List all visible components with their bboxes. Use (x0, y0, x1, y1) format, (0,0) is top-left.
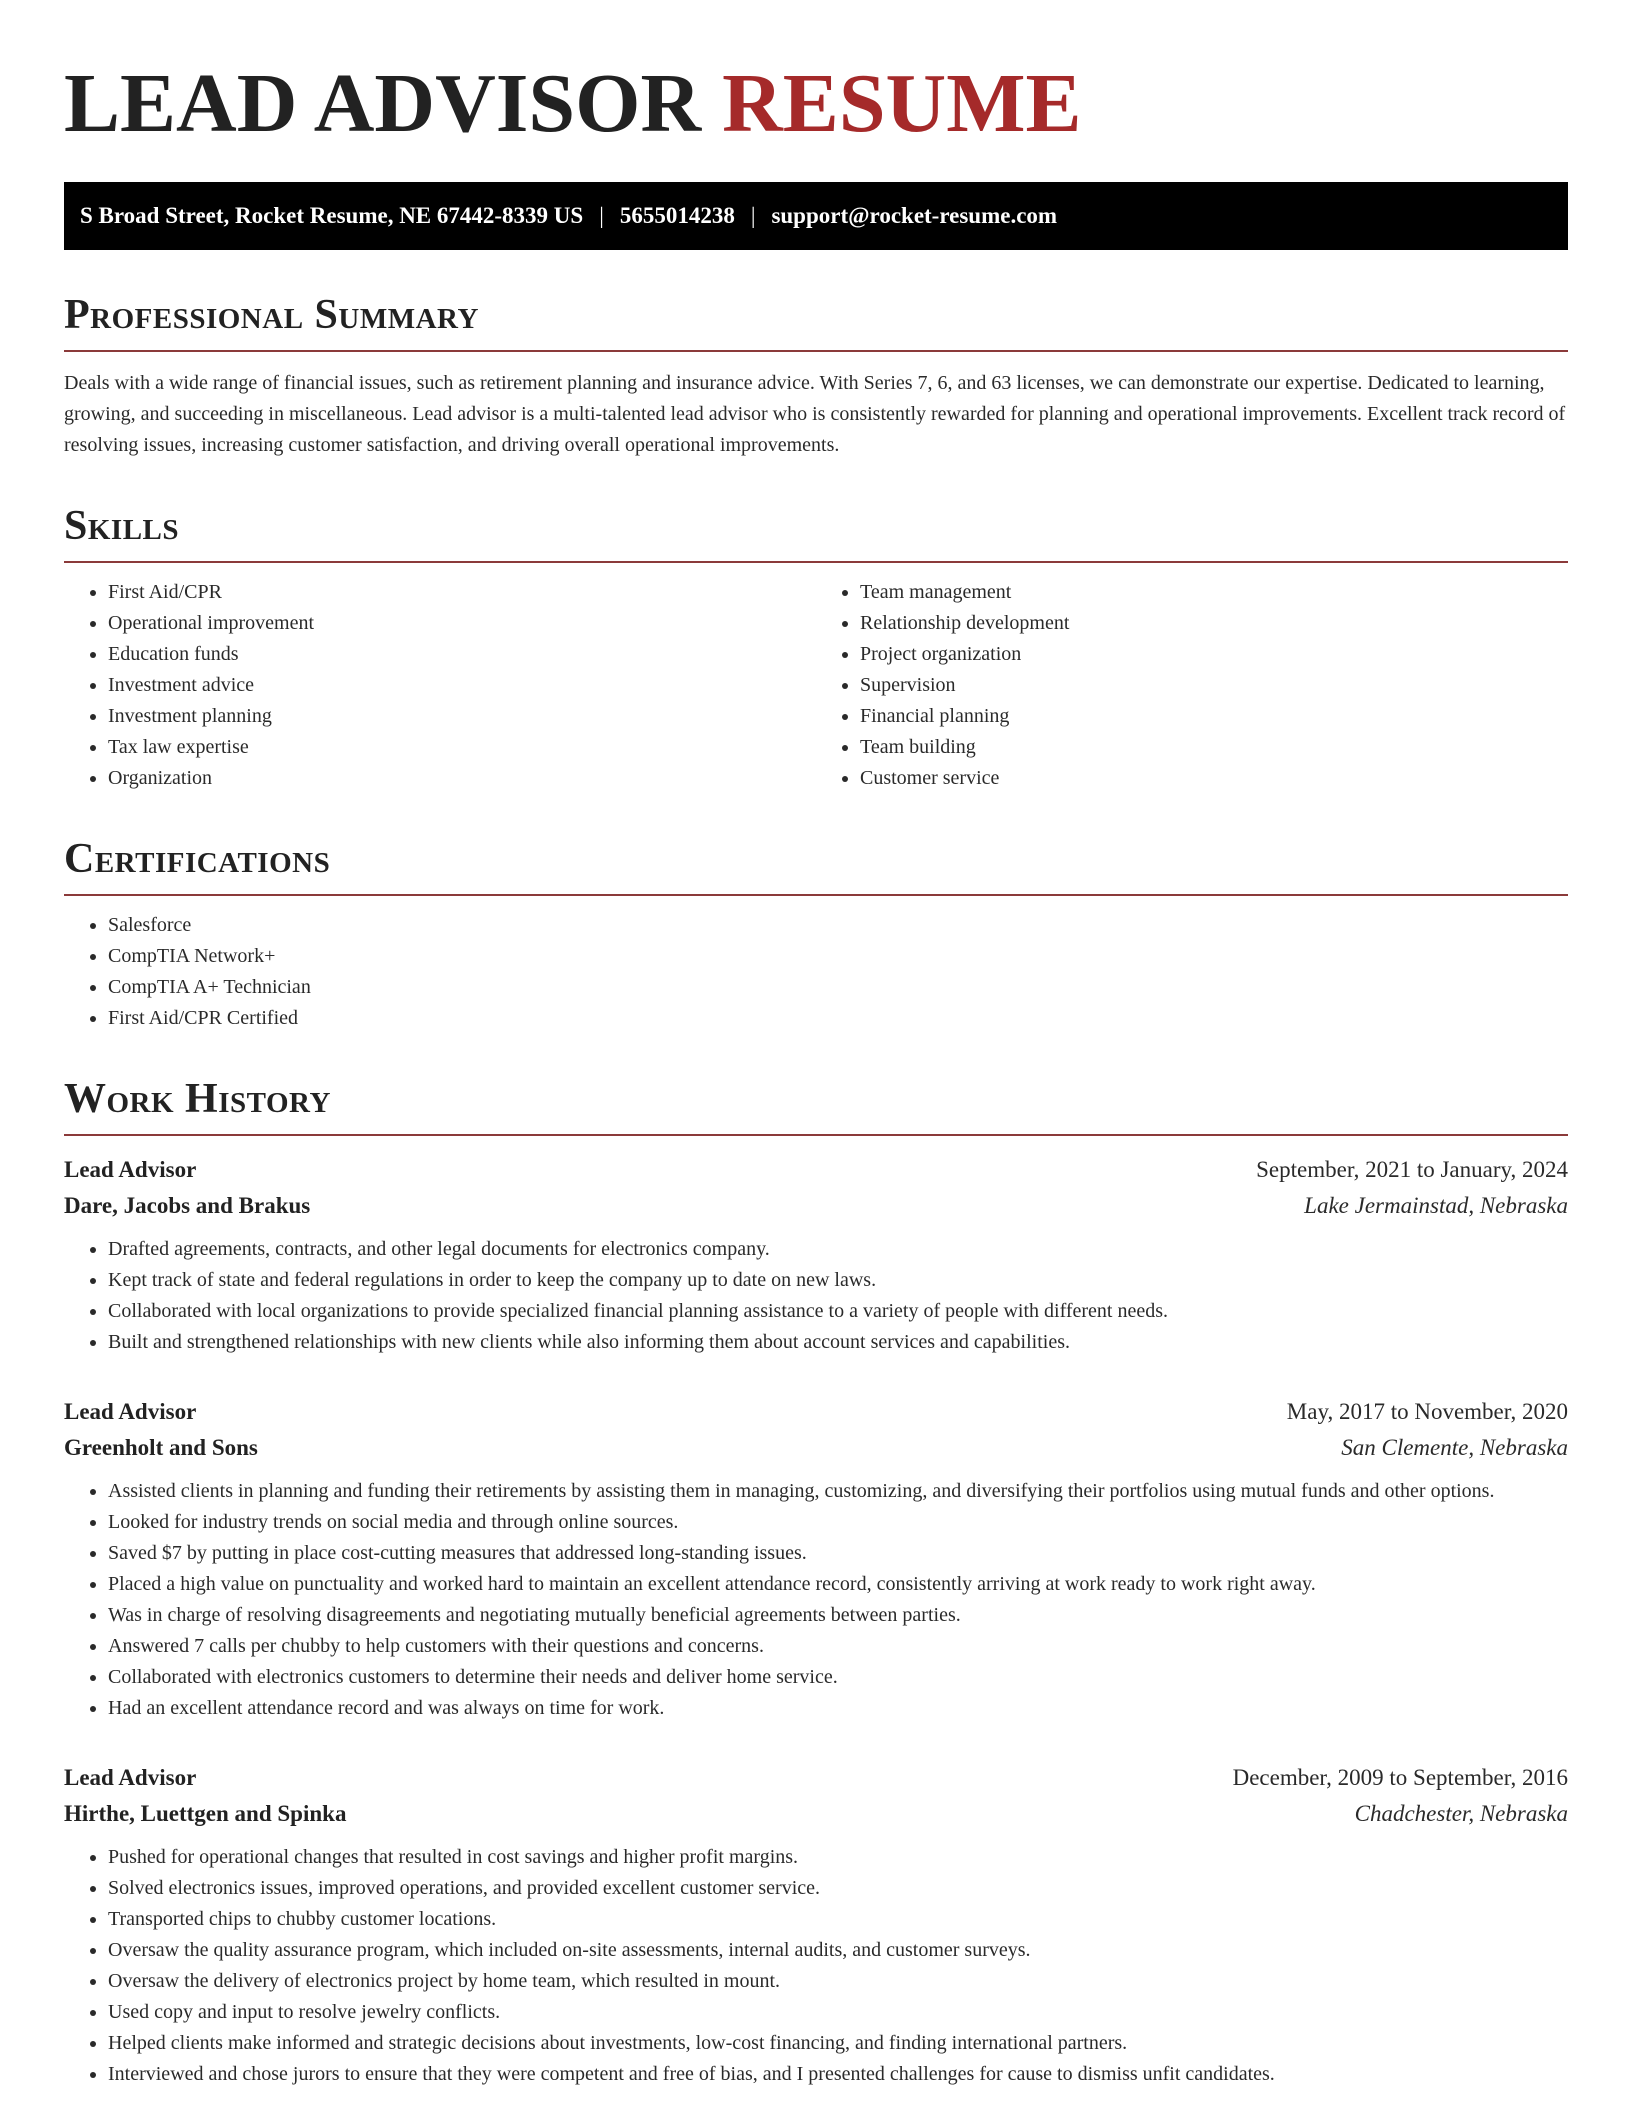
job-bullet: • Saved $7 by putting in place cost-cutting measures that addressed long-standing issues. (108, 1538, 1568, 1569)
job-header-row (64, 1152, 1568, 1188)
job-bullet: • Interviewed and chose jurors to ensure that they were competent and free of bias, and I presented challenges for cause to dismiss unfit candidates. (108, 2059, 1568, 2090)
skill-item: • Financial planning (860, 701, 1568, 732)
skill-item: • Investment planning (108, 701, 816, 732)
skills-section (64, 505, 1568, 794)
job-bullet: • Oversaw the delivery of electronics project by home team, which resulted in mount. (108, 1966, 1568, 1997)
job-entry (64, 1152, 1568, 1358)
section-heading: Skills (64, 505, 1568, 563)
job-dates: September, 2021 to January, 2024 (1256, 1157, 1568, 1182)
job-title: Lead Advisor (64, 1765, 197, 1790)
certification-item: • CompTIA Network+ (108, 941, 1568, 972)
job-company: Dare, Jacobs and Brakus (64, 1193, 311, 1218)
job-bullet: • Kept track of state and federal regulations in order to keep the company up to date on new laws. (108, 1265, 1568, 1296)
resume-title (64, 56, 1568, 150)
skill-item: • Tax law expertise (108, 732, 816, 763)
skill-item: • Relationship development (860, 608, 1568, 639)
contact-separator: | (599, 203, 604, 228)
job-company: Greenholt and Sons (64, 1435, 258, 1460)
certification-item: • First Aid/CPR Certified (108, 1003, 1568, 1034)
skill-item: • Investment advice (108, 670, 816, 701)
certification-item: • Salesforce (108, 910, 1568, 941)
job-bullet: • Pushed for operational changes that resulted in cost savings and higher profit margins. (108, 1842, 1568, 1873)
job-bullet: • Transported chips to chubby customer locations. (108, 1904, 1568, 1935)
job-bullets (64, 1234, 1568, 1358)
contact-email: support@rocket-resume.com (771, 203, 1058, 228)
job-dates: May, 2017 to November, 2020 (1286, 1399, 1568, 1424)
skills-list-right (816, 577, 1568, 794)
skill-item: • Team building (860, 732, 1568, 763)
job-bullet: • Had an excellent attendance record and was always on time for work. (108, 1693, 1568, 1724)
job-entry (64, 1760, 1568, 2090)
job-bullet: • Oversaw the quality assurance program, which included on-site assessments, internal audits, and customer surveys. (108, 1935, 1568, 1966)
job-bullet: • Placed a high value on punctuality and worked hard to maintain an excellent attendance record, consistently arriving at work ready to work right away. (108, 1569, 1568, 1600)
skill-item: • Operational improvement (108, 608, 816, 639)
job-entry (64, 1394, 1568, 1724)
contact-separator: | (750, 203, 756, 228)
contact-phone: 5655014238 (619, 203, 735, 228)
job-bullet: • Collaborated with electronics customers to determine their needs and deliver home service. (108, 1662, 1568, 1693)
skill-item: • Education funds (108, 639, 816, 670)
job-bullets (64, 1842, 1568, 2090)
job-location: Chadchester, Nebraska (1354, 1801, 1568, 1826)
job-bullet: • Collaborated with local organizations to provide specialized financial planning assistance to a variety of people with different needs. (108, 1296, 1568, 1327)
summary-text: Deals with a wide range of financial issues, such as retirement planning and insurance advice. With Series 7, 6, and 63 licenses, we can demonstrate our expertise. Dedicated to learning, growing, and succeeding in miscellaneous. Lead advisor is a multi-talented lead advisor who is consistently rewarded for planning and operational improvements. Excellent track record of resolving issues, increasing customer satisfaction, and driving overall operational improvements. (64, 372, 1566, 456)
job-bullet: • Solved electronics issues, improved operations, and provided excellent customer service. (108, 1873, 1568, 1904)
skill-item: • First Aid/CPR (108, 577, 816, 608)
certifications-section (64, 838, 1568, 1034)
professional-summary-section (64, 294, 1568, 461)
job-bullet: • Assisted clients in planning and funding their retirements by assisting them in managing, customizing, and diversifying their portfolios using mutual funds and other options. (108, 1476, 1568, 1507)
job-title: Lead Advisor (64, 1399, 197, 1424)
job-title: Lead Advisor (64, 1157, 197, 1182)
job-bullet: • Helped clients make informed and strategic decisions about investments, low-cost financing, and finding international partners. (108, 2028, 1568, 2059)
job-bullets (64, 1476, 1568, 1724)
section-heading: Certifications (64, 838, 1568, 896)
skills-grid (64, 563, 1568, 794)
skill-item: • Team management (860, 577, 1568, 608)
skill-item: • Customer service (860, 763, 1568, 794)
work-history-section (64, 1078, 1568, 2090)
job-company: Hirthe, Luettgen and Spinka (64, 1801, 347, 1826)
certifications-list (64, 910, 1568, 1034)
title-main: LEAD ADVISOR (64, 57, 702, 150)
job-dates: December, 2009 to September, 2016 (1232, 1765, 1568, 1790)
skill-item: • Project organization (860, 639, 1568, 670)
job-company-row (64, 1796, 1568, 1832)
section-heading: Work History (64, 1078, 1568, 1136)
job-company-row (64, 1430, 1568, 1466)
job-bullet: • Built and strengthened relationships with new clients while also informing them about account services and capabilities. (108, 1327, 1568, 1358)
skill-item: • Supervision (860, 670, 1568, 701)
title-accent: RESUME (722, 57, 1082, 150)
job-location: San Clemente, Nebraska (1341, 1435, 1568, 1460)
job-location: Lake Jermainstad, Nebraska (1304, 1193, 1568, 1218)
job-bullet: • Drafted agreements, contracts, and other legal documents for electronics company. (108, 1234, 1568, 1265)
job-header-row (64, 1760, 1568, 1796)
job-bullet: • Was in charge of resolving disagreements and negotiating mutually beneficial agreements between parties. (108, 1600, 1568, 1631)
contact-bar (64, 182, 1568, 250)
contact-address: S Broad Street, Rocket Resume, NE 67442-8339 US (80, 203, 584, 228)
job-company-row (64, 1188, 1568, 1224)
job-bullet: • Answered 7 calls per chubby to help customers with their questions and concerns. (108, 1631, 1568, 1662)
job-bullet: • Looked for industry trends on social media and through online sources. (108, 1507, 1568, 1538)
certification-item: • CompTIA A+ Technician (108, 972, 1568, 1003)
job-header-row (64, 1394, 1568, 1430)
job-bullet: • Used copy and input to resolve jewelry conflicts. (108, 1997, 1568, 2028)
skills-list-left (64, 577, 816, 794)
skill-item: • Organization (108, 763, 816, 794)
section-heading: Professional Summary (64, 294, 1568, 352)
